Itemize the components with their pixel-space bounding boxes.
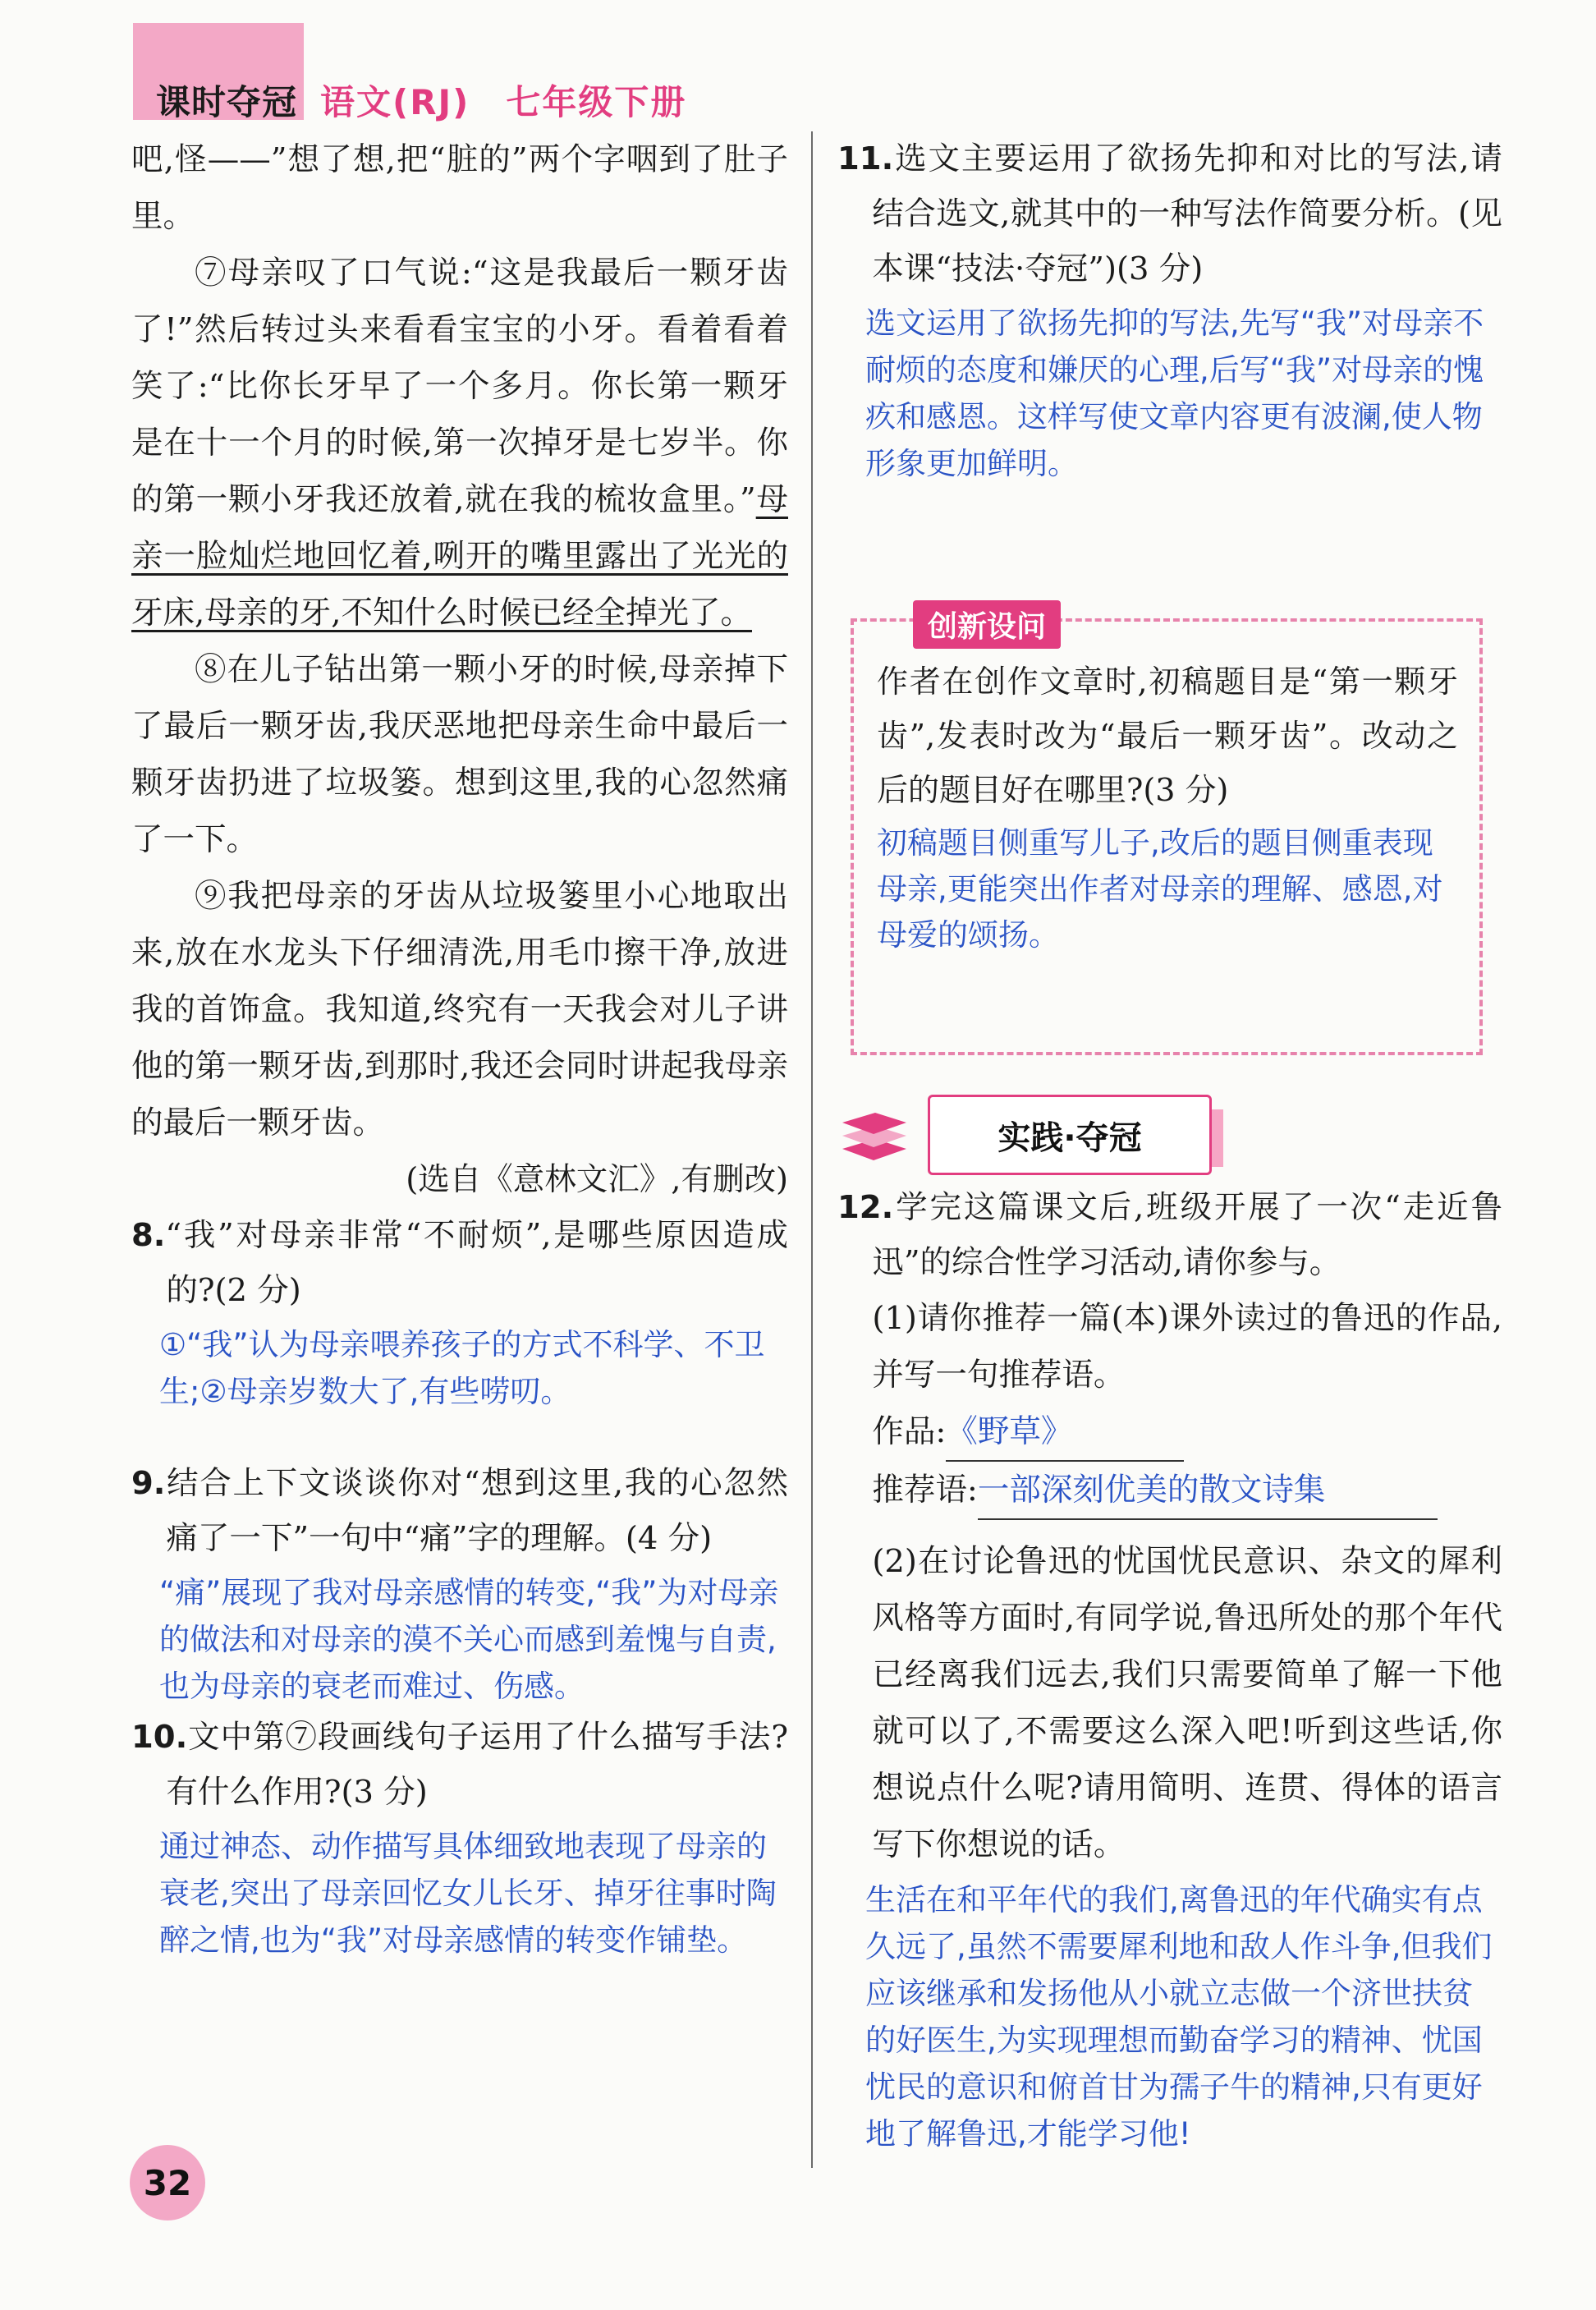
- innovation-question: 作者在创作文章时,初稿题目是“第一颗牙齿”,发表时改为“最后一颗牙齿”。改动之后的题目好在哪里?(3 分): [877, 664, 1458, 808]
- innovation-question-box: [851, 610, 1483, 1055]
- passage-continuation: 吧,怪——”想了想,把“脏的”两个字咽到了肚子里。: [131, 141, 788, 235]
- recommend-blank[interactable]: 一部深刻优美的散文诗集: [978, 1462, 1438, 1520]
- question-11: 11.选文主要运用了欲扬先抑和对比的写法,请结合选文,就其中的一种写法作简要分析。(见本课“技法·夺冠”)(3 分): [837, 140, 1502, 287]
- practice-section-header: [837, 1095, 1502, 1180]
- underlined-sentence: 母亲一脸灿烂地回忆着,咧开的嘴里露出了光光的牙床,母亲的牙,不知什么时候已经全掉光了。: [131, 481, 788, 631]
- answer-9[interactable]: “痛”展现了我对母亲感情的转变,“我”为对母亲的做法和对母亲的漠不关心而感到羞愧与自责,也为母亲的衰老而难过、伤感。: [159, 1575, 779, 1704]
- answer-11[interactable]: 选文运用了欲扬先抑的写法,先写“我”对母亲不耐烦的态度和嫌厌的心理,后写“我”对母亲的愧疚和感恩。这样写使文章内容更有波澜,使人物形象更加鲜明。: [865, 305, 1484, 481]
- question-12: 12.学完这篇课文后,班级开展了一次“走近鲁迅”的综合性学习活动,请你参与。: [837, 1189, 1502, 1281]
- passage-source: (选自《意林文汇》,有删改): [406, 1161, 788, 1198]
- work-line: 作品:《野草》: [837, 1403, 1502, 1462]
- work-blank[interactable]: 《野草》: [946, 1403, 1184, 1462]
- column-divider: [811, 131, 813, 2168]
- question-9: 9.结合上下文谈谈你对“想到这里,我的心忽然痛了一下”一句中“痛”字的理解。(4 分): [131, 1465, 788, 1557]
- page-number: 32: [130, 2145, 205, 2220]
- header-subject: 语文(RJ) 七年级下册: [320, 82, 687, 122]
- left-column: [131, 131, 788, 1963]
- question-10: 10.文中第⑦段画线句子运用了什么描写手法?有什么作用?(3 分): [131, 1719, 788, 1811]
- question-8: 8.“我”对母亲非常“不耐烦”,是哪些原因造成的?(2 分): [131, 1217, 788, 1309]
- passage-paragraph-8: ⑧在儿子钻出第一颗小牙的时候,母亲掉下了最后一颗牙齿,我厌恶地把母亲生命中最后一颗牙齿扔进了垃圾篓。想到这里,我的心忽然痛了一下。: [131, 651, 788, 858]
- innovation-answer[interactable]: 初稿题目侧重写儿子,改后的题目侧重表现母亲,更能突出作者对母亲的理解、感恩,对母爱的颂扬。: [877, 825, 1443, 953]
- header-badge: 课时夺冠: [156, 82, 298, 122]
- practice-label: 实践·夺冠: [928, 1095, 1212, 1175]
- recommend-line: 推荐语:一部深刻优美的散文诗集: [837, 1462, 1502, 1520]
- right-column: [837, 131, 1502, 2157]
- question-12-part-1: (1)请你推荐一篇(本)课外读过的鲁迅的作品,并写一句推荐语。: [872, 1300, 1502, 1394]
- answer-8[interactable]: ①“我”认为母亲喂养孩子的方式不科学、不卫生;②母亲岁数大了,有些唠叨。: [159, 1327, 765, 1409]
- books-icon: [837, 1103, 911, 1169]
- passage-paragraph-9: ⑨我把母亲的牙齿从垃圾篓里小心地取出来,放在水龙头下仔细清洗,用毛巾擦干净,放进我的首饰盒。我知道,终究有一天我会对儿子讲他的第一颗牙齿,到那时,我还会同时讲起我母亲的最后一颗牙齿。: [131, 878, 788, 1141]
- question-12-part-2: (2)在讨论鲁迅的忧国忧民意识、杂文的犀利风格等方面时,有同学说,鲁迅所处的那个年代已经离我们远去,我们只需要简单了解一下他就可以了,不需要这么深入吧!听到这些话,你想说点什么呢?请用简明、连贯、得体的语言写下你想说的话。: [872, 1543, 1502, 1863]
- answer-10[interactable]: 通过神态、动作描写具体细致地表现了母亲的衰老,突出了母亲回忆女儿长牙、掉牙往事时陶醉之情,也为“我”对母亲感情的转变作铺垫。: [159, 1829, 777, 1958]
- innovation-box-title: 创新设问: [913, 600, 1061, 649]
- answer-12-part-2[interactable]: 生活在和平年代的我们,离鲁迅的年代确实有点久远了,虽然不需要犀利地和敌人作斗争,但我们应该继承和发扬他从小就立志做一个济世扶贫的好医生,为实现理想而勤奋学习的精神、忧国忧民的意识和俯首甘为孺子牛的精神,只有更好地了解鲁迅,才能学习他!: [865, 1882, 1493, 2152]
- passage-paragraph-7: ⑦母亲叹了口气说:“这是我最后一颗牙齿了!”然后转过头来看看宝宝的小牙。看着看着笑了:“比你长牙早了一个多月。你长第一颗牙是在十一个月的时候,第一次掉牙是七岁半。你的第一颗小牙我还放着,就在我的梳妆盒里。”母亲一脸灿烂地回忆着,咧开的嘴里露出了光光的牙床,母亲的牙,不知什么时候已经全掉光了。: [131, 255, 788, 631]
